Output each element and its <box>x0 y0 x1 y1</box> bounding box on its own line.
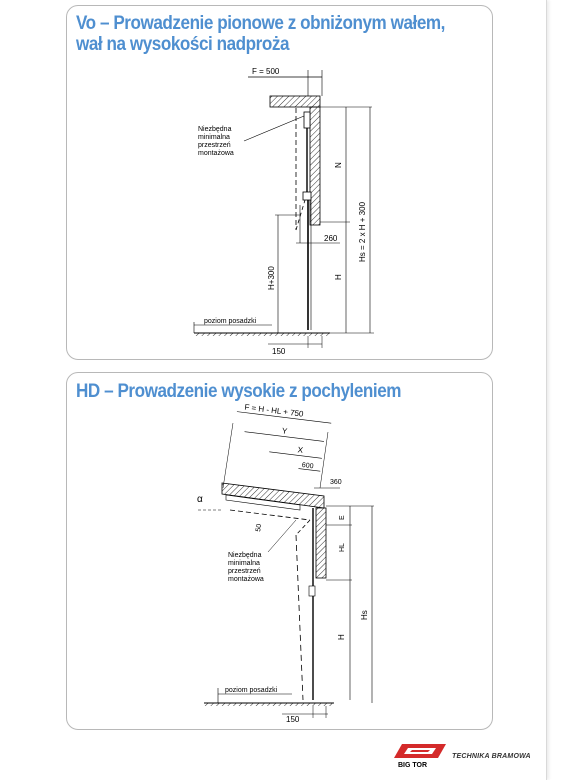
dim-hl-hd: HL <box>339 543 346 552</box>
note-vo-l1: Niezbędna <box>198 126 232 133</box>
bigtor-logo <box>392 742 452 770</box>
note-vo-l3: przestrzeń <box>198 142 231 149</box>
dim-hs-hd: Hs <box>360 610 369 620</box>
note-hd-l3: przestrzeń <box>228 568 261 575</box>
dim-600-hd: 600 <box>301 461 314 471</box>
note-hd-l2: minimalna <box>228 560 260 567</box>
dim-360-hd: 360 <box>330 479 342 486</box>
dim-f-vo: F = 500 <box>252 67 280 76</box>
title-vo-line2: wał na wysokości nadproża <box>76 34 290 55</box>
dim-260-vo: 260 <box>324 234 338 243</box>
floor-label-hd: poziom posadzki <box>225 687 278 694</box>
title-hd: HD – Prowadzenie wysokie z pochyleniem <box>76 381 402 402</box>
dim-x-hd: X <box>297 445 304 455</box>
alpha-hd: α <box>197 494 203 505</box>
logo-text: BIG TOR <box>398 762 428 769</box>
dim-150-hd: 150 <box>286 715 300 724</box>
note-vo-l2: minimalna <box>198 134 230 141</box>
dim-y-hd: Y <box>281 426 288 436</box>
title-vo-line1: Vo – Prowadzenie pionowe z obniżonym wałem, <box>76 13 445 34</box>
dim-h-vo: H <box>334 274 343 280</box>
note-vo-l4: montażowa <box>198 150 234 157</box>
floor-label-vo: poziom posadzki <box>204 318 257 325</box>
dim-n-vo: N <box>334 162 343 168</box>
dim-f-hd: F = H - HL + 750 <box>243 402 304 419</box>
dim-e-hd: E <box>339 515 346 520</box>
dim-150-vo: 150 <box>272 347 286 356</box>
dim-h-hd: H <box>337 634 346 640</box>
wall-hd <box>316 508 326 578</box>
dim-hs-vo: Hs = 2 x H + 300 <box>358 201 367 262</box>
dim-h300-vo: H+300 <box>267 266 276 290</box>
brand-text: TECHNIKA BRAMOWA <box>452 753 531 760</box>
note-hd-l4: montażowa <box>228 576 264 583</box>
dim-50-hd: 50 <box>255 523 264 533</box>
note-hd-l1: Niezbędna <box>228 552 262 559</box>
